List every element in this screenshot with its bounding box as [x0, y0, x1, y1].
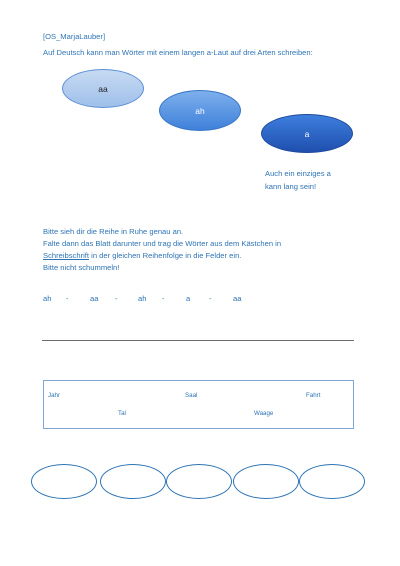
sequence-dash: -	[162, 294, 165, 303]
ellipse-a-label: a	[304, 128, 310, 139]
sequence-dash: -	[209, 294, 212, 303]
sequence-item: aa	[90, 294, 99, 303]
word-box-item: Waage	[254, 410, 274, 417]
ellipse-a	[261, 114, 353, 153]
sequence-dash: -	[66, 294, 69, 303]
instruction-line-4: Bitte nicht schummeln!	[43, 263, 120, 272]
instruction-underlined-word: Schreibschrift	[43, 251, 90, 260]
instruction-line-3	[43, 250, 241, 262]
word-box-item: Jahr	[48, 392, 61, 399]
ellipse-ah-label: ah	[195, 105, 205, 116]
answer-field-5[interactable]	[299, 464, 365, 499]
word-box-item: Saal	[185, 392, 198, 399]
intro-text: Auf Deutsch kann man Wörter mit einem langen a-Laut auf drei Arten schreiben:	[43, 48, 313, 57]
worksheet-tag: [OS_MarjaLauber]	[43, 32, 106, 41]
sequence-item: ah	[138, 294, 147, 303]
sequence-item: a	[186, 294, 191, 303]
answer-field-3[interactable]	[166, 464, 232, 499]
word-box-item: Fahrt	[306, 392, 321, 399]
instruction-line-3-rest: in der gleichen Reihenfolge in die Felder ein.	[89, 251, 242, 260]
note-line-1: Auch ein einziges a	[265, 169, 331, 178]
sequence-item: ah	[43, 294, 52, 303]
ellipse-aa	[62, 69, 144, 108]
sequence-item: aa	[233, 294, 242, 303]
answer-field-4[interactable]	[233, 464, 299, 499]
sequence-dash: -	[115, 294, 118, 303]
ellipse-ah	[159, 90, 241, 131]
instruction-line-2: Falte dann das Blatt darunter und trag die Wörter aus dem Kästchen in	[43, 239, 282, 248]
word-box	[43, 380, 354, 429]
fold-line	[42, 340, 354, 341]
instruction-line-1: Bitte sieh dir die Reihe in Ruhe genau an.	[43, 227, 184, 236]
answer-field-2[interactable]	[100, 464, 166, 499]
note-line-2: kann lang sein!	[265, 182, 317, 191]
ellipse-aa-label: aa	[98, 83, 108, 94]
word-box-item: Tal	[118, 410, 126, 417]
answer-field-1[interactable]	[31, 464, 97, 499]
